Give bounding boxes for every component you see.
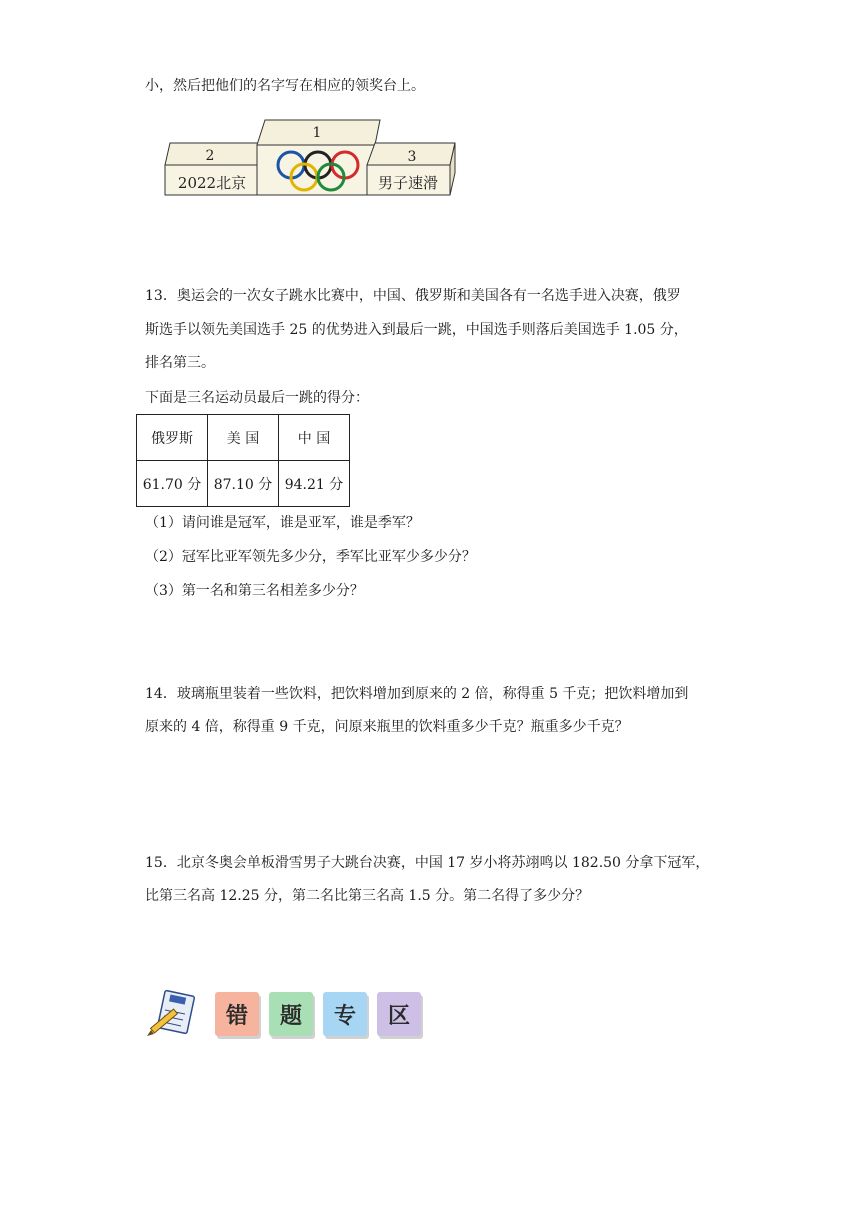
table-cell: 87.10 分 [208,461,279,507]
place-2: 2 [205,148,215,164]
banner-tile: 错 [215,992,259,1036]
place-3: 3 [407,149,417,165]
table-header-cell: 美 国 [208,415,279,461]
q15-line1: 15．北京冬奥会单板滑雪男子大跳台决赛，中国 17 岁小将苏翊鸣以 182.50 分拿下冠军， [145,855,710,871]
podium-left-label: 2022北京 [177,174,247,192]
score-table [136,414,350,507]
q14-line1: 14．玻璃瓶里装着一些饮料，把饮料增加到原来的 2 倍，称得重 5 千克；把饮料增加到 [145,686,689,702]
banner-tile: 题 [269,992,313,1036]
podium-illustration [160,115,460,204]
q13-line2: 斯选手以领先美国选手 25 的优势进入到最后一跳，中国选手则落后美国选手 1.05 分， [145,322,688,338]
notebook-pencil-icon [145,990,197,1042]
table-header-cell: 中 国 [279,415,350,461]
table-header-cell: 俄罗斯 [137,415,208,461]
q13-line1: 13．奥运会的一次女子跳水比赛中，中国、俄罗斯和美国各有一名选手进入决赛，俄罗 [145,288,681,304]
table-row [137,415,350,461]
table-cell: 61.70 分 [137,461,208,507]
banner-tile: 区 [377,992,421,1036]
q15-line2: 比第三名高 12.25 分，第二名比第三名高 1.5 分。第二名得了多少分？ [145,888,590,904]
q13-line3: 排名第三。 [145,355,215,371]
q13-sub2: （2）冠军比亚军领先多少分，季军比亚军少多少分？ [145,549,476,565]
q13-sub1: （1）请问谁是冠军，谁是亚军，谁是季军？ [145,515,420,531]
table-row [137,461,350,507]
q14-line2: 原来的 4 倍，称得重 9 千克，问原来瓶里的饮料重多少千克？瓶重多少千克？ [145,719,629,735]
banner-tile: 专 [323,992,367,1036]
q13-sub3: （3）第一名和第三名相差多少分？ [145,583,364,599]
table-cell: 94.21 分 [279,461,350,507]
q13-table-intro: 下面是三名运动员最后一跳的得分： [145,390,369,406]
place-1: 1 [312,125,322,141]
podium-right-label: 男子速滑 [377,174,439,192]
intro-text: 小，然后把他们的名字写在相应的领奖台上。 [145,78,425,94]
